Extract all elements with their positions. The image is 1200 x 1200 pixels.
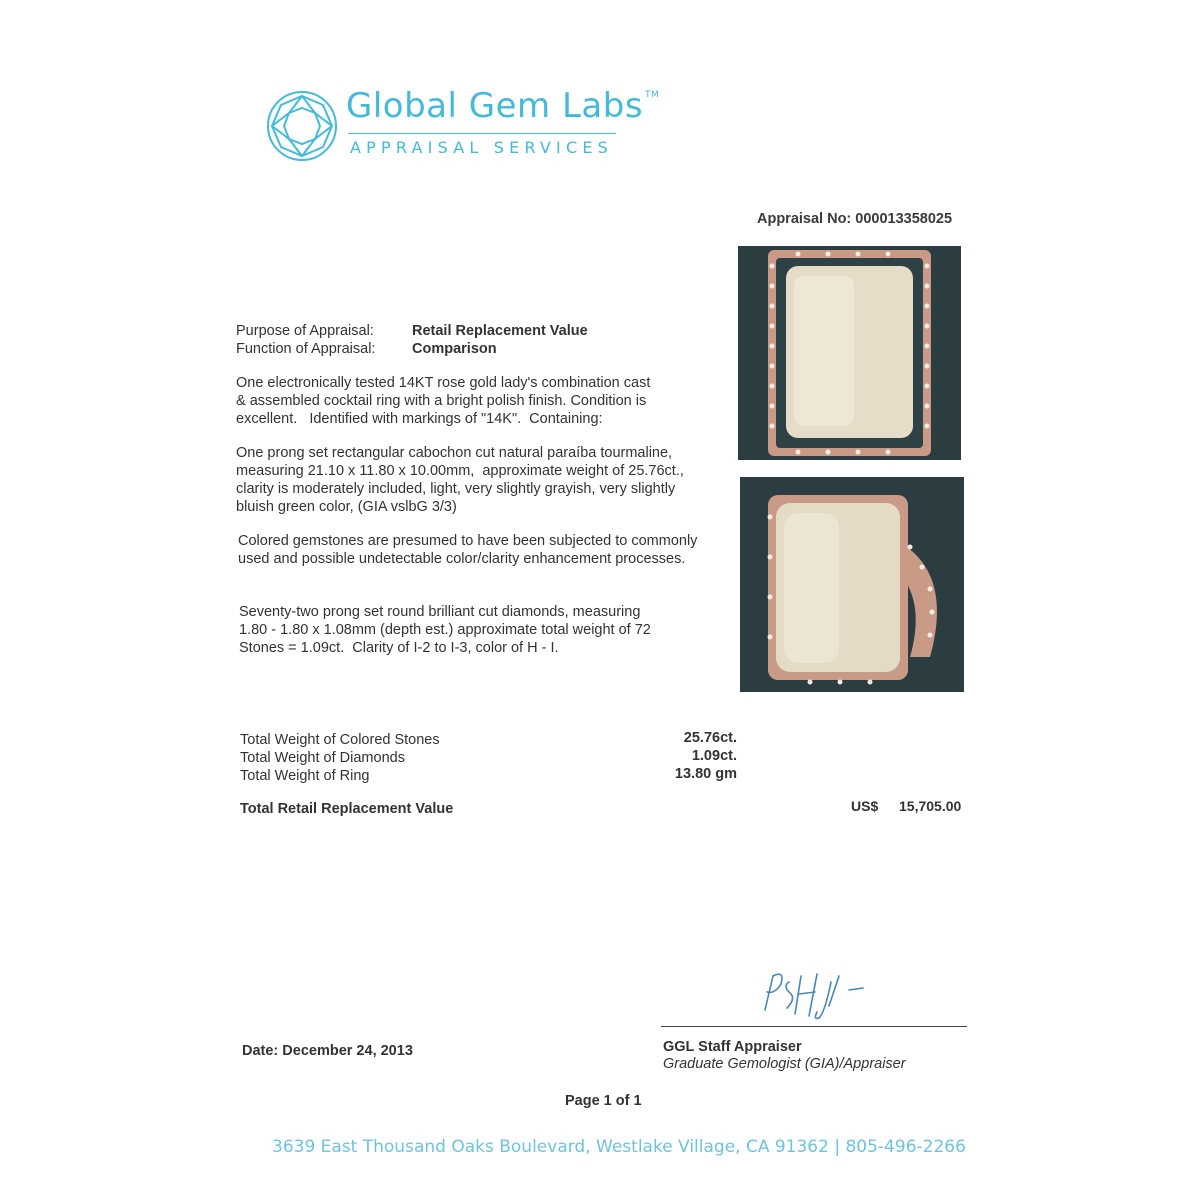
trademark-mark: TM: [645, 90, 660, 100]
ring-photo-angle: [740, 477, 964, 692]
function-label: Function of Appraisal:: [236, 341, 376, 357]
gemstone-description: One prong set rectangular cabochon cut natural paraíba tourmaline, measuring 21.10 x 11.80 x 10.00mm, approximate weight of 25.76ct., clarity is moderately included, light, very slightly grayish, very slightly bluish green color, (GIA vslbG 3/3): [236, 445, 684, 515]
ring-description: One electronically tested 14KT rose gold lady's combination cast & assembled cocktail ring with a bright polish finish. Condition is excellent. Identified with markings of "14K". Containing:: [236, 375, 651, 427]
appraisal-number: Appraisal No: 000013358025: [757, 211, 953, 227]
diamond-description: Seventy-two prong set round brilliant cut diamonds, measuring 1.80 - 1.80 x 1.08mm (depth est.) approximate total weight of 72 Stones = 1.09ct. Clarity of I-2 to I-3, color of H - I.: [239, 604, 651, 656]
total-retail-amount: 15,705.00: [899, 798, 962, 814]
signature-line: [661, 1026, 967, 1027]
appraiser-name: GGL Staff Appraiser: [663, 1039, 802, 1055]
gem-logo-icon: [266, 90, 338, 162]
purpose-value: Retail Replacement Value: [412, 323, 588, 339]
total-ring-value: 13.80 gm: [674, 766, 737, 782]
brand-subtitle: APPRAISAL SERVICES: [350, 138, 613, 157]
total-retail-currency: US$: [851, 798, 879, 814]
purpose-label: Purpose of Appraisal:: [236, 323, 374, 339]
footer-address: 3639 East Thousand Oaks Boulevard, Westlake Village, CA 91362 | 805-496-2266: [272, 1137, 966, 1157]
brand-divider: [348, 133, 616, 134]
total-diamonds-value: 1.09ct.: [691, 748, 737, 764]
appraiser-title: Graduate Gemologist (GIA)/Appraiser: [663, 1056, 906, 1072]
function-row: [236, 341, 497, 357]
brand-name: Global Gem Labs ™: [346, 86, 660, 126]
total-diamonds-label: Total Weight of Diamonds: [240, 750, 405, 766]
purpose-row: [236, 323, 588, 339]
page-indicator: Page 1 of 1: [565, 1093, 642, 1109]
total-colored-stones-label: Total Weight of Colored Stones: [240, 732, 440, 748]
total-retail-label: Total Retail Replacement Value: [240, 801, 454, 817]
total-ring-label: Total Weight of Ring: [240, 768, 370, 784]
appraisal-date: Date: December 24, 2013: [242, 1043, 413, 1059]
total-colored-stones-value: 25.76ct.: [683, 730, 737, 746]
handwritten-signature: [755, 962, 875, 1024]
ring-photo-front: [738, 246, 961, 460]
function-value: Comparison: [412, 341, 497, 357]
enhancement-note: Colored gemstones are presumed to have been subjected to commonly used and possible undetectable color/clarity enhancement processes.: [238, 533, 698, 567]
